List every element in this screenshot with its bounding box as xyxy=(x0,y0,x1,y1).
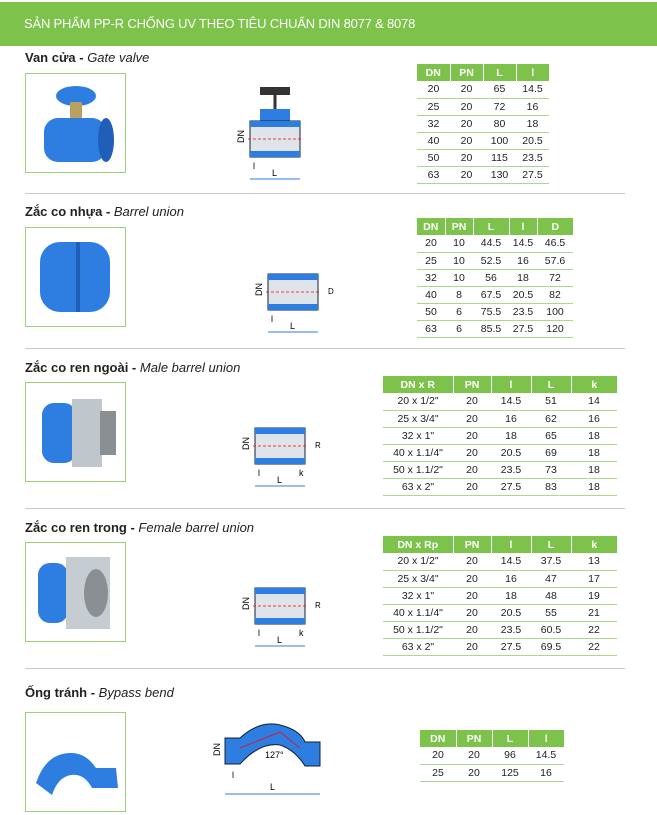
table-cell: 20 xyxy=(417,81,450,98)
section-title: Zắc co nhựa - Barrel union xyxy=(25,204,184,219)
table-cell: 18 xyxy=(491,427,531,444)
column-header: PN xyxy=(450,64,483,81)
table-cell: 13 xyxy=(571,553,617,570)
table-row xyxy=(417,149,549,166)
table-cell: 80 xyxy=(483,115,516,132)
table-row xyxy=(417,303,573,320)
table-row xyxy=(383,638,617,655)
table-cell: 60.5 xyxy=(531,621,571,638)
table-header-row xyxy=(417,64,549,81)
table-row xyxy=(383,444,617,461)
table-cell: 27.5 xyxy=(491,638,531,655)
column-header: PN xyxy=(445,218,473,235)
table-row xyxy=(383,553,617,570)
table-cell: 63 x 2" xyxy=(383,638,453,655)
page-title: SẢN PHẨM PP-R CHỐNG UV THEO TIÊU CHUẨN DIN 8077 & 8078 xyxy=(24,16,416,31)
table-cell: 14.5 xyxy=(528,747,564,764)
table-cell: 20 xyxy=(450,115,483,132)
dim-l: l xyxy=(271,314,273,324)
column-header: L xyxy=(531,376,571,393)
table-cell: 50 x 1.1/2" xyxy=(383,621,453,638)
table-cell: 14.5 xyxy=(491,553,531,570)
dim-DN: DN xyxy=(241,597,251,610)
column-header: PN xyxy=(456,730,492,747)
table-cell: 20 xyxy=(453,478,491,495)
table-cell: 10 xyxy=(445,252,473,269)
table-cell: 18 xyxy=(571,444,617,461)
column-header: L xyxy=(531,536,571,553)
dim-l: l xyxy=(253,161,255,171)
table-cell: 20 xyxy=(453,427,491,444)
column-header: L xyxy=(473,218,509,235)
table-cell: 20.5 xyxy=(509,286,537,303)
table-cell: 63 x 2" xyxy=(383,478,453,495)
column-header: L xyxy=(492,730,528,747)
dim-L: L xyxy=(270,782,276,792)
column-header: DN xyxy=(420,730,456,747)
table-cell: 16 xyxy=(571,410,617,427)
column-header: L xyxy=(483,64,516,81)
table-cell: 73 xyxy=(531,461,571,478)
table-cell: 20 xyxy=(453,444,491,461)
table-cell: 18 xyxy=(571,427,617,444)
table-row xyxy=(417,132,549,149)
table-cell: 20.5 xyxy=(491,444,531,461)
table-cell: 96 xyxy=(492,747,528,764)
section-title: Ống tránh - Bypass bend xyxy=(25,685,174,700)
table-cell: 23.5 xyxy=(516,149,549,166)
table-header-row xyxy=(383,376,617,393)
table-cell: 20.5 xyxy=(516,132,549,149)
column-header: l xyxy=(516,64,549,81)
table-cell: 21 xyxy=(571,604,617,621)
column-header: l xyxy=(509,218,537,235)
table-row xyxy=(383,393,617,410)
table-cell: 20 xyxy=(453,621,491,638)
table-cell: 16 xyxy=(528,764,564,781)
table-cell: 20 xyxy=(453,461,491,478)
table-row xyxy=(383,570,617,587)
table-cell: 20 xyxy=(453,393,491,410)
dim-extra: D xyxy=(328,287,334,296)
dim-k: k xyxy=(299,468,304,478)
table-cell: 57.6 xyxy=(537,252,573,269)
table-cell: 23.5 xyxy=(491,461,531,478)
table-cell: 69.5 xyxy=(531,638,571,655)
page-banner xyxy=(0,2,657,46)
table-cell: 20 xyxy=(456,747,492,764)
dim-L: L xyxy=(272,168,278,178)
column-header: PN xyxy=(453,376,491,393)
table-cell: 16 xyxy=(516,98,549,115)
table-row xyxy=(417,115,549,132)
table-cell: 25 x 3/4" xyxy=(383,570,453,587)
dim-l: l xyxy=(258,628,260,638)
table-row xyxy=(420,764,564,781)
table-cell: 63 xyxy=(417,320,445,337)
table-cell: 65 xyxy=(531,427,571,444)
table-cell: 100 xyxy=(537,303,573,320)
spec-table xyxy=(417,218,573,338)
spec-table xyxy=(383,376,617,496)
product-photo-icon xyxy=(26,74,124,171)
technical-drawing-wrap xyxy=(225,392,335,497)
table-cell: 75.5 xyxy=(473,303,509,320)
table-row xyxy=(417,81,549,98)
table-cell: 120 xyxy=(537,320,573,337)
table-header-row xyxy=(383,536,617,553)
product-photo-icon xyxy=(26,228,124,325)
table-cell: 20 x 1/2" xyxy=(383,553,453,570)
table-row xyxy=(383,410,617,427)
table-cell: 44.5 xyxy=(473,235,509,252)
table-row xyxy=(383,587,617,604)
table-cell: 82 xyxy=(537,286,573,303)
table-cell: 16 xyxy=(491,410,531,427)
technical-drawing xyxy=(225,552,335,652)
dim-DN: DN xyxy=(241,437,251,450)
dim-k: k xyxy=(299,628,304,638)
table-cell: 46.5 xyxy=(537,235,573,252)
table-row xyxy=(417,235,573,252)
table-cell: 27.5 xyxy=(509,320,537,337)
table-cell: 55 xyxy=(531,604,571,621)
table-cell: 14.5 xyxy=(516,81,549,98)
table-row xyxy=(417,252,573,269)
table-cell: 18 xyxy=(516,115,549,132)
dim-angle: 127° xyxy=(265,750,284,760)
product-photo-icon xyxy=(26,713,124,810)
table-cell: 115 xyxy=(483,149,516,166)
section-divider xyxy=(25,193,625,194)
table-cell: 48 xyxy=(531,587,571,604)
column-header: DN xyxy=(417,64,450,81)
table-cell: 50 xyxy=(417,149,450,166)
table-cell: 20 xyxy=(453,410,491,427)
dim-extra: R xyxy=(315,601,321,610)
table-row xyxy=(417,269,573,286)
bypass-bend-drawing xyxy=(210,720,330,810)
dim-L: L xyxy=(290,321,296,331)
technical-drawing-wrap xyxy=(210,720,330,815)
table-cell: 72 xyxy=(483,98,516,115)
table-row xyxy=(383,427,617,444)
table-cell: 125 xyxy=(492,764,528,781)
product-photo xyxy=(25,542,126,642)
dim-l: l xyxy=(258,468,260,478)
table-cell: 32 xyxy=(417,115,450,132)
table-cell: 18 xyxy=(571,461,617,478)
section-divider xyxy=(25,348,625,349)
column-header: DN x Rp xyxy=(383,536,453,553)
spec-table xyxy=(420,730,564,782)
table-cell: 69 xyxy=(531,444,571,461)
table-cell: 17 xyxy=(571,570,617,587)
table-cell: 23.5 xyxy=(509,303,537,320)
table-cell: 65 xyxy=(483,81,516,98)
table-cell: 63 xyxy=(417,166,450,183)
table-row xyxy=(417,286,573,303)
table-cell: 20 xyxy=(453,570,491,587)
table-cell: 20 xyxy=(450,149,483,166)
table-row xyxy=(383,478,617,495)
table-row xyxy=(383,604,617,621)
table-cell: 23.5 xyxy=(491,621,531,638)
table-cell: 20 xyxy=(420,747,456,764)
technical-drawing xyxy=(238,238,348,338)
table-cell: 20 xyxy=(456,764,492,781)
table-cell: 25 xyxy=(420,764,456,781)
table-cell: 6 xyxy=(445,303,473,320)
dim-L: L xyxy=(277,475,283,485)
table-cell: 18 xyxy=(571,478,617,495)
technical-drawing-wrap xyxy=(238,238,348,343)
table-cell: 16 xyxy=(509,252,537,269)
table-cell: 47 xyxy=(531,570,571,587)
table-cell: 56 xyxy=(473,269,509,286)
table-cell: 85.5 xyxy=(473,320,509,337)
column-header: DN x R xyxy=(383,376,453,393)
table-cell: 40 xyxy=(417,286,445,303)
section-title: Zắc co ren trong - Female barrel union xyxy=(25,520,255,535)
table-cell: 22 xyxy=(571,638,617,655)
table-cell: 32 x 1" xyxy=(383,587,453,604)
dim-l: l xyxy=(232,770,234,780)
table-cell: 20 xyxy=(453,587,491,604)
table-cell: 25 xyxy=(417,252,445,269)
table-cell: 14.5 xyxy=(491,393,531,410)
spec-table xyxy=(383,536,617,656)
table-cell: 18 xyxy=(491,587,531,604)
table-row xyxy=(383,621,617,638)
table-cell: 8 xyxy=(445,286,473,303)
table-cell: 20 xyxy=(450,81,483,98)
product-photo-icon xyxy=(26,543,124,640)
column-header: D xyxy=(537,218,573,235)
table-cell: 10 xyxy=(445,269,473,286)
column-header: k xyxy=(571,376,617,393)
product-photo xyxy=(25,227,126,327)
table-cell: 27.5 xyxy=(516,166,549,183)
column-header: PN xyxy=(453,536,491,553)
column-header: DN xyxy=(417,218,445,235)
table-cell: 32 xyxy=(417,269,445,286)
product-photo xyxy=(25,712,126,812)
product-photo xyxy=(25,73,126,173)
section-title: Zắc co ren ngoài - Male barrel union xyxy=(25,360,241,375)
table-cell: 25 x 3/4" xyxy=(383,410,453,427)
table-cell: 20.5 xyxy=(491,604,531,621)
table-cell: 40 xyxy=(417,132,450,149)
dim-extra: R xyxy=(315,441,321,450)
table-row xyxy=(417,320,573,337)
dim-DN: DN xyxy=(212,743,222,756)
technical-drawing-wrap xyxy=(220,85,330,190)
table-row xyxy=(417,98,549,115)
table-cell: 50 xyxy=(417,303,445,320)
table-cell: 22 xyxy=(571,621,617,638)
technical-drawing xyxy=(220,85,330,185)
table-cell: 20 xyxy=(417,235,445,252)
table-header-row xyxy=(417,218,573,235)
product-photo xyxy=(25,382,126,482)
dim-DN: DN xyxy=(236,130,246,143)
table-cell: 20 xyxy=(453,638,491,655)
table-cell: 50 x 1.1/2" xyxy=(383,461,453,478)
column-header: l xyxy=(491,536,531,553)
table-cell: 16 xyxy=(491,570,531,587)
table-cell: 19 xyxy=(571,587,617,604)
table-cell: 20 xyxy=(450,166,483,183)
product-photo-icon xyxy=(26,383,124,480)
table-cell: 37.5 xyxy=(531,553,571,570)
table-cell: 25 xyxy=(417,98,450,115)
table-cell: 67.5 xyxy=(473,286,509,303)
table-row xyxy=(420,747,564,764)
section-divider xyxy=(25,668,625,669)
table-cell: 20 xyxy=(450,98,483,115)
table-cell: 62 xyxy=(531,410,571,427)
column-header: l xyxy=(528,730,564,747)
table-cell: 40 x 1.1/4" xyxy=(383,604,453,621)
column-header: l xyxy=(491,376,531,393)
table-header-row xyxy=(420,730,564,747)
table-cell: 32 x 1" xyxy=(383,427,453,444)
table-row xyxy=(417,166,549,183)
table-cell: 51 xyxy=(531,393,571,410)
table-cell: 14.5 xyxy=(509,235,537,252)
table-cell: 18 xyxy=(509,269,537,286)
technical-drawing xyxy=(225,392,335,492)
table-cell: 20 x 1/2" xyxy=(383,393,453,410)
table-cell: 6 xyxy=(445,320,473,337)
table-cell: 83 xyxy=(531,478,571,495)
table-cell: 20 xyxy=(453,604,491,621)
column-header: k xyxy=(571,536,617,553)
technical-drawing-wrap xyxy=(225,552,335,657)
table-cell: 130 xyxy=(483,166,516,183)
section-divider xyxy=(25,508,625,509)
table-cell: 14 xyxy=(571,393,617,410)
table-cell: 20 xyxy=(453,553,491,570)
dim-L: L xyxy=(277,635,283,645)
table-cell: 10 xyxy=(445,235,473,252)
table-cell: 27.5 xyxy=(491,478,531,495)
table-cell: 20 xyxy=(450,132,483,149)
section-title: Van cửa - Gate valve xyxy=(25,50,150,65)
table-cell: 52.5 xyxy=(473,252,509,269)
spec-table xyxy=(417,64,549,184)
table-row xyxy=(383,461,617,478)
dim-DN: DN xyxy=(254,283,264,296)
table-cell: 40 x 1.1/4" xyxy=(383,444,453,461)
table-cell: 72 xyxy=(537,269,573,286)
table-cell: 100 xyxy=(483,132,516,149)
